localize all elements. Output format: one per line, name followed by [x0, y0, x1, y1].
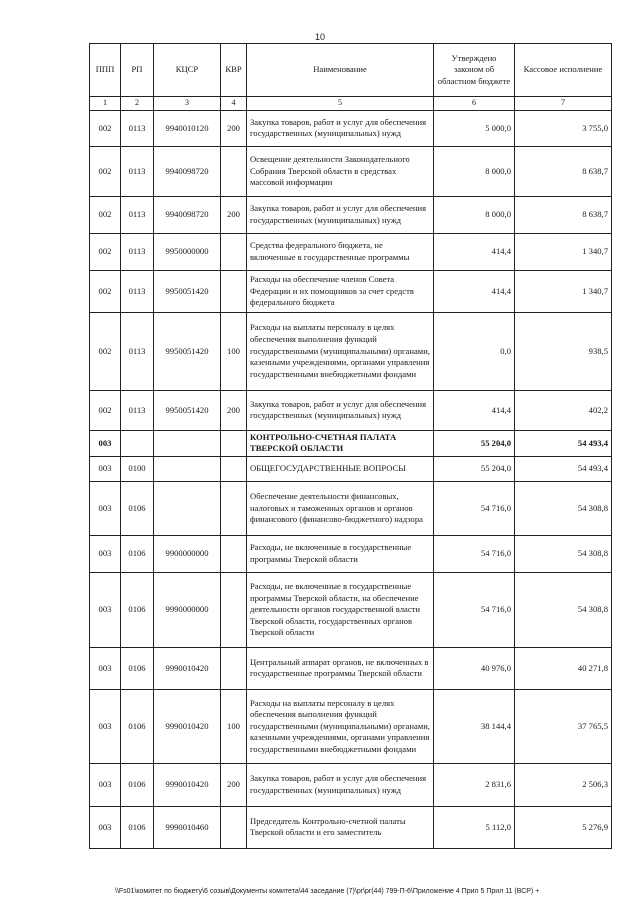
header-approved: Утверждено законом об областном бюджете [434, 44, 515, 97]
cell-executed: 54 493,4 [515, 430, 612, 456]
cell-rp: 0106 [121, 572, 154, 647]
cell-name: Средства федерального бюджета, не включенные в государственные программы [247, 233, 434, 270]
table-row [90, 806, 612, 848]
cell-approved: 8 000,0 [434, 196, 515, 233]
header-name: Наименование [247, 44, 434, 97]
column-number: 7 [515, 97, 612, 111]
table-row [90, 270, 612, 312]
cell-executed: 54 308,8 [515, 572, 612, 647]
cell-name: Расходы, не включенные в государственные программы Тверской области, на обеспечение деятельности органов государственной власти Тверской области, государственных органов Тверской области [247, 572, 434, 647]
cell-ppp: 003 [90, 647, 121, 689]
cell-ppp: 003 [90, 763, 121, 806]
cell-kvr: 200 [221, 110, 247, 146]
cell-ppp: 002 [90, 110, 121, 146]
cell-rp: 0113 [121, 146, 154, 196]
cell-kcsr: 9900000000 [154, 535, 221, 572]
cell-kcsr [154, 481, 221, 535]
cell-kcsr: 9940010120 [154, 110, 221, 146]
column-number: 2 [121, 97, 154, 111]
cell-rp: 0113 [121, 233, 154, 270]
cell-kcsr [154, 456, 221, 481]
cell-name: Закупка товаров, работ и услуг для обеспечения государственных (муниципальных) нужд [247, 110, 434, 146]
cell-approved: 8 000,0 [434, 146, 515, 196]
table-row [90, 233, 612, 270]
table-row [90, 110, 612, 146]
cell-rp: 0106 [121, 689, 154, 763]
cell-approved: 38 144,4 [434, 689, 515, 763]
cell-kvr [221, 456, 247, 481]
table-row [90, 456, 612, 481]
table-row [90, 196, 612, 233]
cell-kvr [221, 270, 247, 312]
cell-executed: 1 340,7 [515, 233, 612, 270]
cell-ppp: 002 [90, 312, 121, 390]
cell-kvr: 200 [221, 390, 247, 430]
cell-kcsr: 9940098720 [154, 196, 221, 233]
cell-kcsr: 9950051420 [154, 270, 221, 312]
cell-kcsr: 9950051420 [154, 390, 221, 430]
cell-executed: 40 271,8 [515, 647, 612, 689]
table-row [90, 535, 612, 572]
cell-kcsr: 9990000000 [154, 572, 221, 647]
cell-name: Расходы на выплаты персоналу в целях обеспечения выполнения функций государственными (муниципальными) органами, казенными учреждениями, органами управления государственными внебюджетными фондами [247, 312, 434, 390]
cell-executed: 2 506,3 [515, 763, 612, 806]
cell-executed: 54 493,4 [515, 456, 612, 481]
cell-kvr [221, 535, 247, 572]
cell-rp: 0100 [121, 456, 154, 481]
cell-approved: 55 204,0 [434, 456, 515, 481]
column-number: 4 [221, 97, 247, 111]
cell-rp: 0106 [121, 647, 154, 689]
table-row [90, 647, 612, 689]
cell-name: Председатель Контрольно-счетной палаты Тверской области и его заместитель [247, 806, 434, 848]
cell-rp: 0113 [121, 312, 154, 390]
page-number: 10 [314, 32, 325, 42]
cell-kvr: 200 [221, 763, 247, 806]
header-kvr: КВР [221, 44, 247, 97]
cell-kvr: 100 [221, 689, 247, 763]
footer-file-path: \\Fs01\комитет по бюджету\6 созыв\Документы комитета\44 заседание (7)\pr\pr(44) 799-П-6\Приложение 4 Прил 5 Прил 11 (ВСР) + [115, 888, 540, 895]
cell-kcsr: 9990010420 [154, 763, 221, 806]
cell-approved: 2 831,6 [434, 763, 515, 806]
cell-ppp: 003 [90, 535, 121, 572]
cell-rp: 0106 [121, 481, 154, 535]
cell-name: Расходы на выплаты персоналу в целях обеспечения выполнения функций государственными (муниципальными) органами, казенными учреждениями, органами управления государственными внебюджетными фондами [247, 689, 434, 763]
cell-ppp: 003 [90, 456, 121, 481]
header-ppp: ППП [90, 44, 121, 97]
table-row [90, 481, 612, 535]
cell-approved: 414,4 [434, 270, 515, 312]
cell-ppp: 002 [90, 146, 121, 196]
cell-rp: 0106 [121, 535, 154, 572]
cell-name: Освещение деятельности Законодательного Собрания Тверской области в средствах массовой информации [247, 146, 434, 196]
budget-table [89, 43, 612, 849]
cell-executed: 938,5 [515, 312, 612, 390]
cell-ppp: 003 [90, 689, 121, 763]
cell-executed: 8 638,7 [515, 196, 612, 233]
cell-executed: 402,2 [515, 390, 612, 430]
cell-approved: 54 716,0 [434, 572, 515, 647]
cell-rp: 0113 [121, 196, 154, 233]
cell-ppp: 003 [90, 806, 121, 848]
cell-kcsr: 9950051420 [154, 312, 221, 390]
cell-kvr: 100 [221, 312, 247, 390]
column-number: 3 [154, 97, 221, 111]
table-row [90, 146, 612, 196]
cell-approved: 55 204,0 [434, 430, 515, 456]
cell-kcsr: 9990010460 [154, 806, 221, 848]
cell-rp [121, 430, 154, 456]
cell-kvr [221, 146, 247, 196]
cell-approved: 40 976,0 [434, 647, 515, 689]
table-row [90, 390, 612, 430]
cell-kvr [221, 806, 247, 848]
table-row-section [90, 430, 612, 456]
cell-rp: 0106 [121, 806, 154, 848]
cell-approved: 5 000,0 [434, 110, 515, 146]
cell-name: КОНТРОЛЬНО-СЧЕТНАЯ ПАЛАТА ТВЕРСКОЙ ОБЛАСТИ [247, 430, 434, 456]
column-number-row [90, 97, 612, 111]
column-number: 1 [90, 97, 121, 111]
cell-ppp: 003 [90, 430, 121, 456]
cell-approved: 0,0 [434, 312, 515, 390]
cell-executed: 1 340,7 [515, 270, 612, 312]
cell-executed: 54 308,8 [515, 481, 612, 535]
cell-name: Обеспечение деятельности финансовых, налоговых и таможенных органов и органов финансового (финансово-бюджетного) надзора [247, 481, 434, 535]
cell-ppp: 002 [90, 233, 121, 270]
cell-executed: 3 755,0 [515, 110, 612, 146]
table-row [90, 763, 612, 806]
cell-kcsr [154, 430, 221, 456]
cell-rp: 0106 [121, 763, 154, 806]
cell-executed: 54 308,8 [515, 535, 612, 572]
table-header-row [90, 44, 612, 97]
cell-approved: 414,4 [434, 233, 515, 270]
header-rp: РП [121, 44, 154, 97]
cell-name: Закупка товаров, работ и услуг для обеспечения государственных (муниципальных) нужд [247, 196, 434, 233]
cell-ppp: 002 [90, 390, 121, 430]
table-row [90, 689, 612, 763]
cell-name: ОБЩЕГОСУДАРСТВЕННЫЕ ВОПРОСЫ [247, 456, 434, 481]
cell-rp: 0113 [121, 270, 154, 312]
cell-rp: 0113 [121, 110, 154, 146]
header-executed: Кассовое исполнение [515, 44, 612, 97]
cell-ppp: 002 [90, 270, 121, 312]
cell-approved: 54 716,0 [434, 481, 515, 535]
cell-executed: 37 765,5 [515, 689, 612, 763]
cell-name: Центральный аппарат органов, не включенных в государственные программы Тверской области [247, 647, 434, 689]
cell-kvr: 200 [221, 196, 247, 233]
cell-kvr [221, 572, 247, 647]
column-number: 5 [247, 97, 434, 111]
cell-kvr [221, 430, 247, 456]
cell-name: Закупка товаров, работ и услуг для обеспечения государственных (муниципальных) нужд [247, 390, 434, 430]
cell-approved: 54 716,0 [434, 535, 515, 572]
cell-executed: 8 638,7 [515, 146, 612, 196]
cell-approved: 5 112,0 [434, 806, 515, 848]
cell-kcsr: 9990010420 [154, 689, 221, 763]
cell-rp: 0113 [121, 390, 154, 430]
table-row [90, 572, 612, 647]
cell-ppp: 003 [90, 572, 121, 647]
cell-kvr [221, 233, 247, 270]
cell-kvr [221, 481, 247, 535]
cell-kvr [221, 647, 247, 689]
cell-name: Расходы, не включенные в государственные программы Тверской области [247, 535, 434, 572]
cell-kcsr: 9940098720 [154, 146, 221, 196]
cell-executed: 5 276,9 [515, 806, 612, 848]
cell-ppp: 003 [90, 481, 121, 535]
header-kcsr: КЦСР [154, 44, 221, 97]
cell-name: Закупка товаров, работ и услуг для обеспечения государственных (муниципальных) нужд [247, 763, 434, 806]
column-number: 6 [434, 97, 515, 111]
cell-kcsr: 9990010420 [154, 647, 221, 689]
cell-name: Расходы на обеспечение членов Совета Федерации и их помощников за счет средств федерального бюджета [247, 270, 434, 312]
cell-kcsr: 9950000000 [154, 233, 221, 270]
cell-approved: 414,4 [434, 390, 515, 430]
cell-ppp: 002 [90, 196, 121, 233]
table-row [90, 312, 612, 390]
